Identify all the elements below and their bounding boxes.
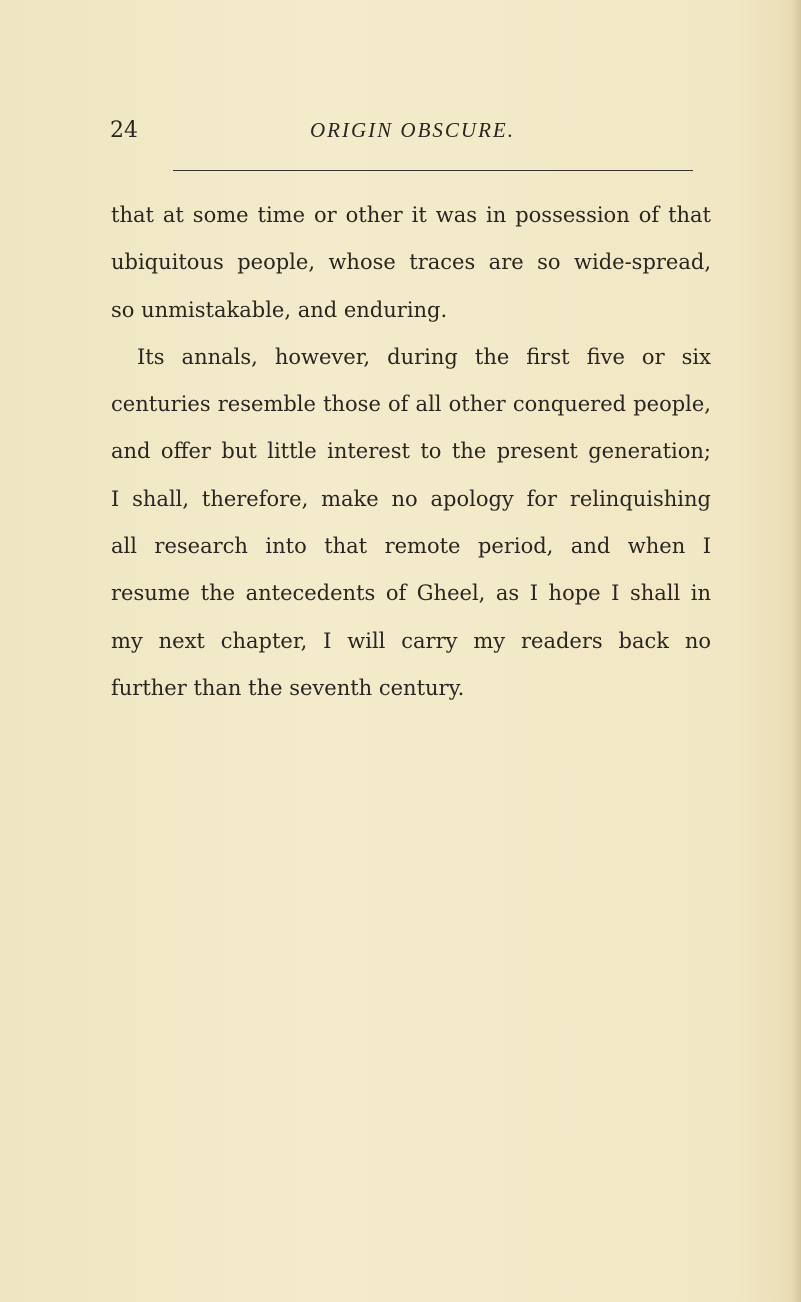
text-line: ubiquitous people, whose traces are so wide-spread,: [111, 250, 711, 275]
text-line: I shall, therefore, make no apology for relinquishing: [111, 486, 711, 511]
body-text: [111, 192, 711, 712]
text-line: my next chapter, I will carry my readers back no: [111, 628, 711, 653]
text-line: and offer but little interest to the present generation;: [111, 439, 711, 464]
text-line: further than the seventh century.: [111, 675, 465, 700]
text-line: so unmistakable, and enduring.: [111, 297, 448, 322]
page-number: 24: [110, 118, 138, 143]
text-line: Its annals, however, during the first five or six: [137, 344, 711, 369]
header-rule: [173, 170, 693, 171]
text-line: all research into that remote period, and when I: [111, 534, 711, 559]
text-line: centuries resemble those of all other conquered people,: [111, 392, 711, 417]
page-header: [110, 118, 700, 152]
text-line: that at some time or other it was in possession of that: [111, 203, 711, 227]
text-line: resume the antecedents of Gheel, as I hope I shall in: [111, 581, 711, 606]
running-title: ORIGIN OBSCURE.: [310, 118, 515, 142]
page-edge-shadow: [791, 0, 801, 1302]
